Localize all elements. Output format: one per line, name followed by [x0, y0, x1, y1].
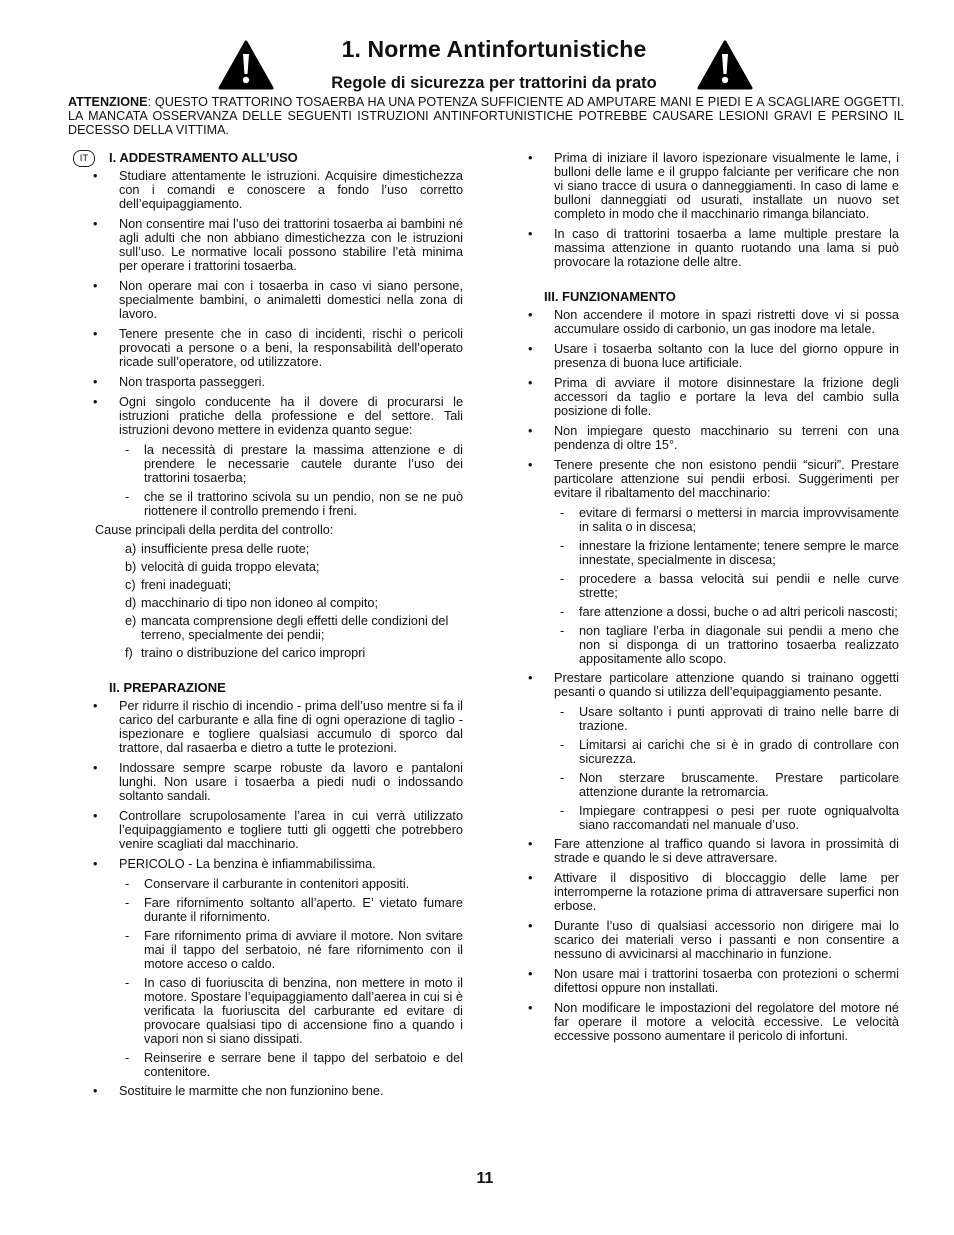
language-badge: IT	[73, 150, 95, 167]
warning-label: ATTENZIONE	[68, 95, 148, 109]
sub-item: - non tagliare l’erba in diagonale sui pendii a meno che non si disponga di un trattorino tosaerba realizzato appositamente allo scopo.	[527, 624, 899, 666]
list-item: • Non accendere il motore in spazi ristretti dove vi si possa accumulare ossido di carbonio, un gas inodore ma letale.	[527, 308, 899, 336]
cause-item: f) traino o distribuzione del carico impropri	[125, 646, 366, 660]
sub-item: - Limitarsi ai carichi che si è in grado di controllare con sicurezza.	[527, 738, 899, 766]
list-item: • Fare attenzione al traffico quando si lavora in prossimità di strade e quando le si deve attraversare.	[527, 837, 899, 865]
list-item: • Attivare il dispositivo di bloccaggio delle lame per interromperne la rotazione prima di attraversare superfici non erbose.	[527, 871, 899, 913]
list-item: • Indossare sempre scarpe robuste da lavoro e pantaloni lunghi. Non usare i tosaerba a piedi nudi o indossando soltanto sandali.	[92, 761, 463, 803]
list-item: • Durante l’uso di qualsiasi accessorio non dirigere mai lo scarico dei materiali verso i passanti e non consentire a nessuno di avvicinarsi al macchinario in funzione.	[527, 919, 899, 961]
list-item: • PERICOLO - La benzina è infiammabilissima.	[92, 857, 463, 871]
page-number: 11	[476, 1170, 494, 1187]
list-item: • Tenere presente che in caso di incidenti, rischi o pericoli provocati a persone o a beni, la responsabilità dell’operato ricade sull’operatore, od utilizzatore.	[92, 327, 463, 369]
list-item: • Non trasporta passeggeri.	[92, 375, 463, 389]
list-item: • Non impiegare questo macchinario su terreni con una pendenza di oltre 15°.	[527, 424, 899, 452]
sub-item: - innestare la frizione lentamente; tenere sempre le marce innestate, specialmente in discesa;	[527, 539, 899, 567]
right-column	[527, 151, 899, 1049]
list-item: • Prima di iniziare il lavoro ispezionare visualmente le lame, i bulloni delle lame e il gruppo falciante per verificare che non vi siano tracce di usura o danneggiamenti. In caso di lame e bulloni danneggiati od usurati, installate un nuovo set completo in modo che il macchinario rimanga bilanciato.	[527, 151, 899, 221]
list-item: • Studiare attentamente le istruzioni. Acquisire dimestichezza con i comandi e conoscere a fondo l’uso corretto dell’equipaggiamento.	[92, 169, 463, 211]
cause-item: b) velocità di guida troppo elevata;	[125, 560, 320, 574]
sub-item: - procedere a bassa velocità sui pendii e nelle curve strette;	[527, 572, 899, 600]
sub-item: - evitare di fermarsi o mettersi in marcia improvvisamente in salita o in discesa;	[527, 506, 899, 534]
sub-item: - In caso di fuoriuscita di benzina, non mettere in moto il motore. Spostare l’equipaggiamento dall’aerea in cui si è verificata la fuoriuscita del carburante ed evitare di provocare qualsiasi tipo di accensione fino a quando i vapori non si siano dissipati.	[92, 976, 463, 1046]
sub-item: - Reinserire e serrare bene il tappo del serbatoio e del contenitore.	[92, 1051, 463, 1079]
list-item: • Prestare particolare attenzione quando si trainano oggetti pesanti o quando si utilizza dell’equipaggiamento pesante.	[527, 671, 899, 699]
cause-item: a) insufficiente presa delle ruote;	[125, 542, 310, 556]
cause-item: e) mancata comprensione degli effetti delle condizioni del terreno, specialmente dei pendii;	[125, 614, 449, 642]
sub-item: - Fare rifornimento prima di avviare il motore. Non svitare mai il tappo del serbatoio, né fare rifornimento con il motore acceso o caldo.	[92, 929, 463, 971]
warning-text: : QUESTO TRATTORINO TOSAERBA HA UNA POTENZA SUFFICIENTE AD AMPUTARE MANI E PIEDI E A SCAGLIARE OGGETTI. LA MANCATA OSSERVANZA DELLE SEGUENTI ISTRUZIONI ANTINFORTUNISTICHE POTREBBE CAUSARE LESIONI GRAVI E PERSINO IL DECESSO DELLA VITTIMA.	[68, 95, 904, 138]
list-item: • Non consentire mai l’uso dei trattorini tosaerba ai bambini né agli adulti che non abbiano dimestichezza con le istruzioni sull’uso. Le normative locali possono stabilire l’età minima per operare i trattorini tosaerba.	[92, 217, 463, 273]
sub-item: - la necessità di prestare la massima attenzione e di prendere le necessarie cautele durante l’uso dei trattorini tosaerba;	[92, 443, 463, 485]
page-title: 1. Norme Antinfortunistiche	[341, 36, 647, 62]
list-item: • In caso di trattorini tosaerba a lame multiple prestare la massima attenzione in quanto ruotando una lama si può provocare la rotazione delle altre.	[527, 227, 899, 269]
sub-item: - Conservare il carburante in contenitori appositi.	[92, 877, 463, 891]
list-item: • Ogni singolo conducente ha il dovere di procurarsi le istruzioni pratiche della professione e del settore. Tali istruzioni devono mettere in evidenza quanto segue:	[92, 395, 463, 437]
list-item: • Sostituire le marmitte che non funzionino bene.	[92, 1084, 463, 1098]
list-item: • Per ridurre il rischio di incendio - prima dell’uso mentre si fa il carico del carburante e alla fine di ogni operazione di taglio - ispezionare e togliere qualsiasi accumulo di sporco dal trattore, dal rasaerba e dietro a tutte le protezioni.	[92, 699, 463, 755]
page-subtitle: Regole di sicurezza per trattorini da prato	[331, 74, 657, 92]
section-heading: III. FUNZIONAMENTO	[544, 289, 676, 304]
list-item: • Tenere presente che non esistono pendii “sicuri”. Prestare particolare attenzione sui pendii erbosi. Suggerimenti per evitare il ribaltamento del macchinario:	[527, 458, 899, 500]
list-item: • Usare i tosaerba soltanto con la luce del giorno oppure in presenza di buona luce artificiale.	[527, 342, 899, 370]
section-heading: I. ADDESTRAMENTO ALL’USO	[109, 150, 298, 165]
list-item: • Non usare mai i trattorini tosaerba con protezioni o schermi difettosi oppure non installati.	[527, 967, 899, 995]
list-item: • Prima di avviare il motore disinnestare la frizione degli accessori da taglio e portare la leva del cambio sulla posizione di folle.	[527, 376, 899, 418]
sub-item: - Usare soltanto i punti approvati di traino nelle barre di trazione.	[527, 705, 899, 733]
sub-item: - Non sterzare bruscamente. Prestare particolare attenzione durante la retromarcia.	[527, 771, 899, 799]
warning-paragraph	[68, 95, 904, 138]
sub-item: - Fare rifornimento soltanto all’aperto. E’ vietato fumare durante il rifornimento.	[92, 896, 463, 924]
sub-item: - che se il trattorino scivola su un pendio, non se ne può riottenere il controllo premendo i freni.	[92, 490, 463, 518]
causes-intro: Cause principali della perdita del controllo:	[95, 523, 334, 537]
cause-item: d) macchinario di tipo non idoneo al compito;	[125, 596, 378, 610]
list-item: • Non operare mai con i tosaerba in caso vi siano persone, specialmente bambini, o animaletti domestici nella zona di lavoro.	[92, 279, 463, 321]
list-item: • Controllare scrupolosamente l’area in cui verrà utilizzato l’equipaggiamento e togliere tutti gli oggetti che potrebbero venire scagliati dal macchinario.	[92, 809, 463, 851]
cause-item: c) freni inadeguati;	[125, 578, 232, 592]
list-item: • Non modificare le impostazioni del regolatore del motore né far operare il motore a velocità eccessive. Le velocità eccessive possono aumentare il pericolo di infortuni.	[527, 1001, 899, 1043]
section-heading: II. PREPARAZIONE	[109, 680, 226, 695]
sub-item: - Impiegare contrappesi o pesi per ruote ogniqualvolta siano raccomandati nel manuale d’uso.	[527, 804, 899, 832]
sub-item: - fare attenzione a dossi, buche o ad altri pericoli nascosti;	[527, 605, 899, 619]
left-column	[92, 151, 463, 1104]
